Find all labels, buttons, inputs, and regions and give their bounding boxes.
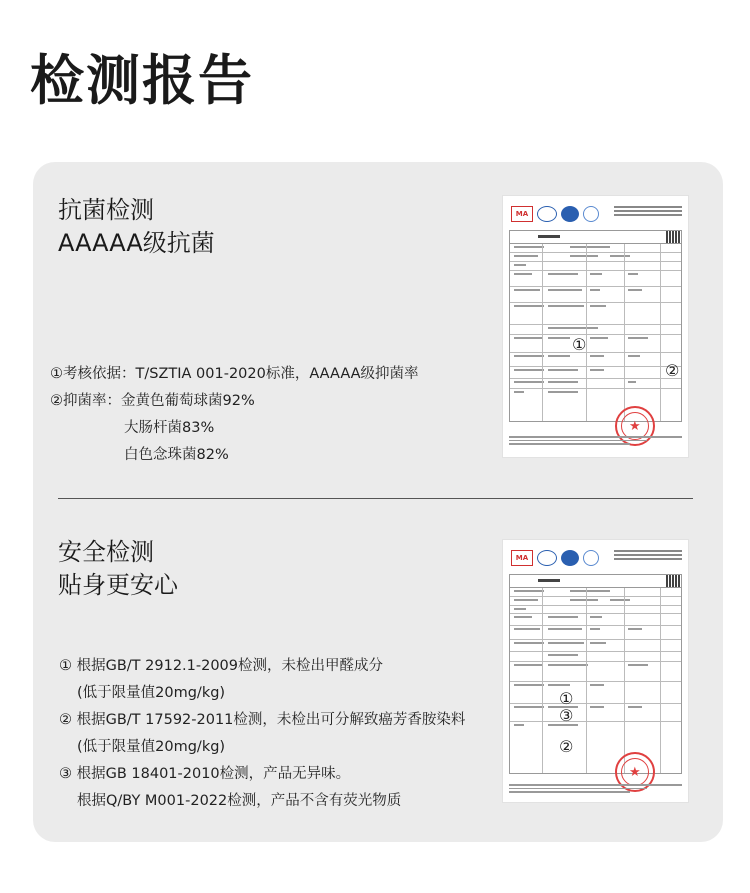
- safety-heading-line2: 贴身更安心: [58, 571, 178, 599]
- gb-logo: [583, 550, 599, 566]
- cnas-logo: [561, 550, 579, 566]
- report-footer-text: [509, 784, 682, 795]
- antibacterial-rate: ②抑菌率：金黄色葡萄球菌92%: [50, 393, 255, 409]
- page-title: 检测报告: [30, 49, 254, 112]
- antibacterial-heading-line1: 抗菌检测: [58, 196, 154, 224]
- report-marker-2: ②: [665, 361, 680, 380]
- report-marker-1: ①: [559, 689, 574, 708]
- safety-formaldehyde: ① 根据GB/T 2912.1-2009检测，未检出甲醛成分: [59, 658, 384, 674]
- report-marker-3: ③: [559, 706, 574, 725]
- ilac-logo: [537, 550, 557, 566]
- safety-report-image: [502, 539, 689, 803]
- ma-logo: MA: [511, 206, 533, 222]
- section-divider: [58, 498, 693, 499]
- antibacterial-ecoli: 大肠杆菌83%: [124, 420, 215, 436]
- safety-azo-limit: (低于限量值20mg/kg): [77, 739, 226, 755]
- antibacterial-details: [50, 362, 480, 472]
- report-header-text: [614, 550, 682, 562]
- antibacterial-report-image: [502, 195, 689, 458]
- report-marker-1: ①: [572, 335, 587, 354]
- ma-logo: MA: [511, 550, 533, 566]
- cnas-logo: [561, 206, 579, 222]
- report-table: [509, 230, 682, 422]
- safety-heading: [58, 536, 178, 602]
- report-marker-2: ②: [559, 737, 574, 756]
- report-header-text: [614, 206, 682, 218]
- ilac-logo: [537, 206, 557, 222]
- gb-logo: [583, 206, 599, 222]
- antibacterial-heading: [58, 194, 215, 260]
- antibacterial-standard: ①考核依据：T/SZTIA 001-2020标准，AAAAA级抑菌率: [50, 366, 419, 382]
- report-footer-text: [509, 436, 682, 447]
- safety-formaldehyde-limit: (低于限量值20mg/kg): [77, 685, 226, 701]
- safety-fluorescent: 根据Q/BY M001-2022检测，产品不含有荧光物质: [77, 793, 402, 809]
- safety-heading-line1: 安全检测: [58, 538, 154, 566]
- report-card: [33, 162, 723, 842]
- report-table: [509, 574, 682, 774]
- antibacterial-heading-line2: AAAAA级抗菌: [58, 229, 215, 257]
- safety-odor: ③ 根据GB 18401-2010检测，产品无异味。: [59, 766, 351, 782]
- safety-azo-dyes: ② 根据GB/T 17592-2011检测，未检出可分解致癌芳香胺染料: [59, 712, 466, 728]
- safety-details: [59, 654, 489, 809]
- antibacterial-candida: 白色念珠菌82%: [124, 447, 229, 463]
